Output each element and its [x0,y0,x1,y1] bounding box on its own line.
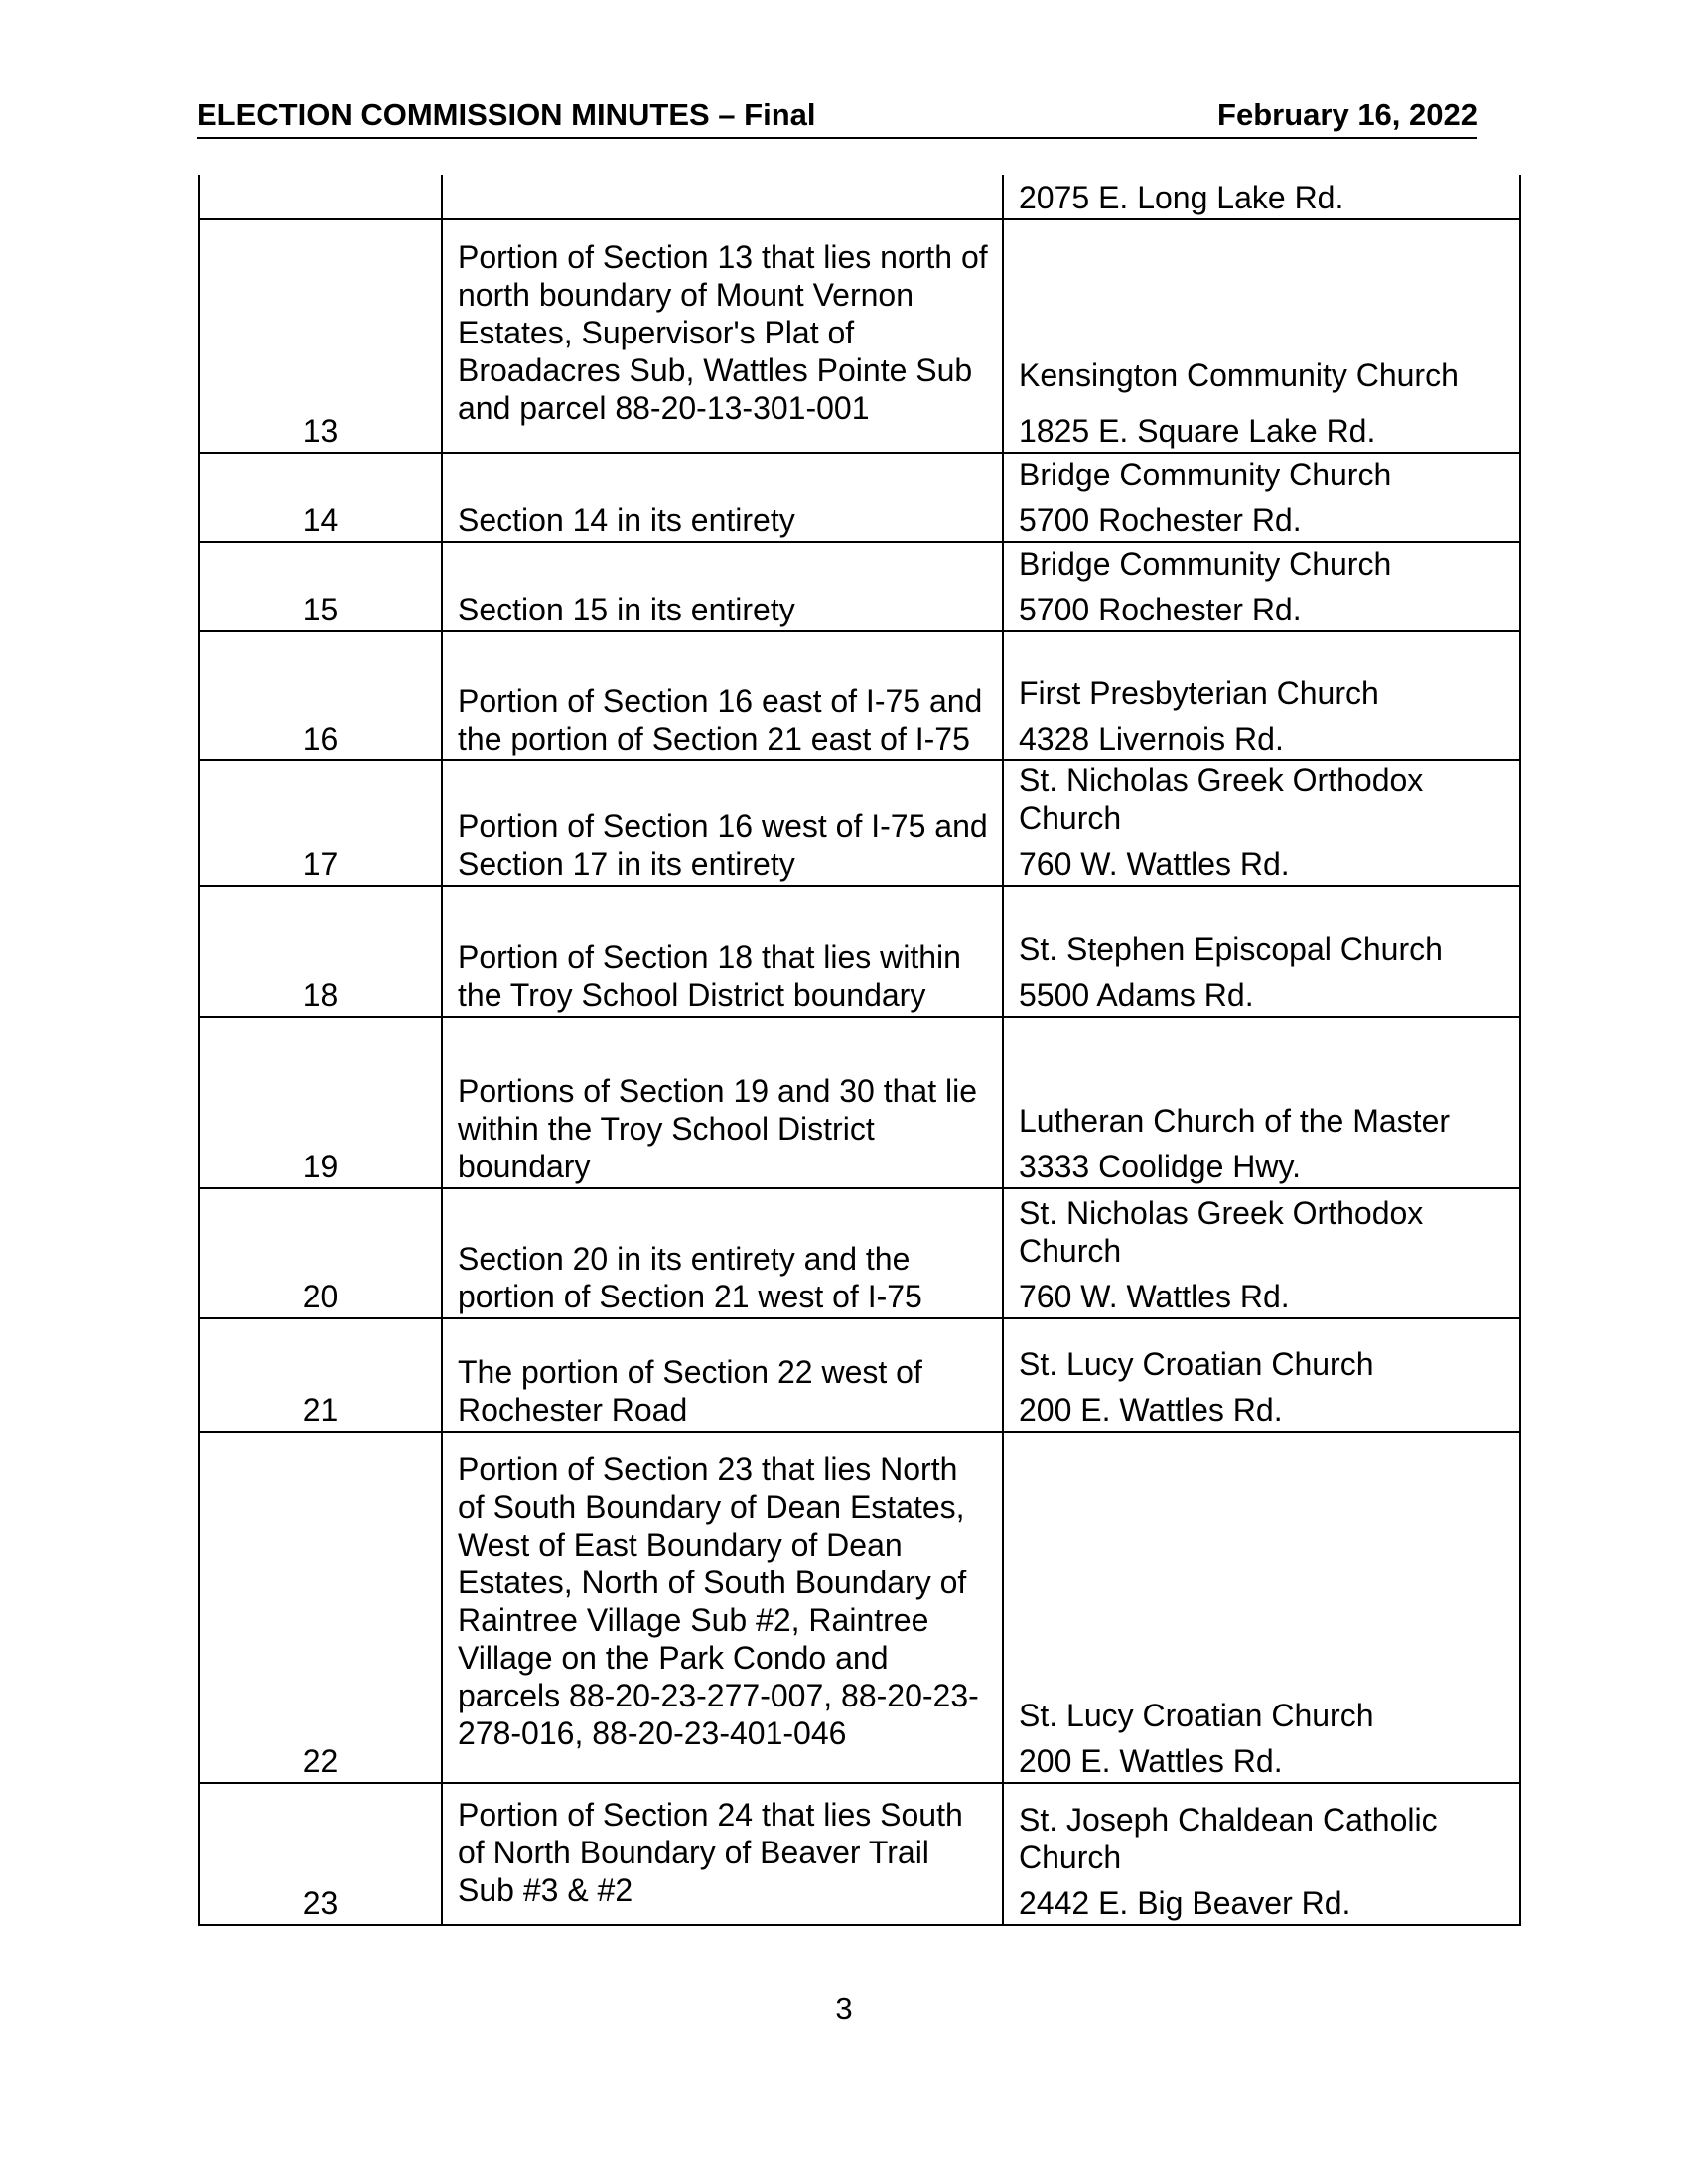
description-text: Portion of Section 23 that lies North of South Boundary of Dean Estates, West of East Boundary of Dean Estates, North of South Boundary of Raintree Village Sub #2, Raintree Village on the Park Condo and parcels 88-20-23-277-007, 88-20-23-278-016, 88-20-23-401-046 [458,1451,979,1751]
document-title: ELECTION COMMISSION MINUTES – Final [197,97,816,132]
table-row [199,453,1520,542]
precinct-number: 20 [199,1188,442,1318]
precinct-number: 14 [199,453,442,542]
polling-location [1003,1017,1520,1188]
precinct-number: 19 [199,1017,442,1188]
location-address: 200 E. Wattles Rd. [1019,1743,1283,1779]
location-name: First Presbyterian Church [1019,675,1379,711]
page-header [197,97,1477,139]
polling-location [1003,631,1520,760]
location-address: 200 E. Wattles Rd. [1019,1392,1283,1428]
location-name: St. Lucy Croatian Church [1019,1698,1374,1733]
polling-location [1003,1783,1520,1925]
location-address: 760 W. Wattles Rd. [1019,1279,1290,1314]
location-address: 5700 Rochester Rd. [1019,592,1302,627]
precinct-number: 22 [199,1432,442,1783]
location-name: St. Stephen Episcopal Church [1019,931,1443,967]
precinct-number: 15 [199,542,442,631]
meeting-date: February 16, 2022 [1217,97,1477,132]
polling-location [1003,453,1520,542]
precinct-number: 13 [199,219,442,453]
polling-location [1003,542,1520,631]
polling-location [1003,760,1520,886]
table-row [199,760,1520,886]
precinct-description [442,219,1003,453]
table-row [199,631,1520,760]
table-row [199,1783,1520,1925]
location-address: 2075 E. Long Lake Rd. [1019,180,1344,215]
precinct-number: 21 [199,1318,442,1432]
precinct-description: Portion of Section 16 west of I-75 and Section 17 in its entirety [442,760,1003,886]
location-name: Bridge Community Church [1019,457,1392,492]
precinct-number: 16 [199,631,442,760]
precinct-description: The portion of Section 22 west of Rochester Road [442,1318,1003,1432]
location-name: St. Nicholas Greek Orthodox Church [1019,1195,1424,1269]
table-row [199,219,1520,453]
precinct-description [442,175,1003,219]
location-name: St. Nicholas Greek Orthodox Church [1019,762,1424,836]
location-address: 5700 Rochester Rd. [1019,502,1302,538]
location-name: St. Lucy Croatian Church [1019,1346,1374,1382]
page-number: 3 [835,1991,853,2026]
polling-location [1003,1318,1520,1432]
location-name: Kensington Community Church [1019,357,1459,393]
description-text: Portion of Section 24 that lies South of North Boundary of Beaver Trail Sub #3 & #2 [458,1797,963,1908]
location-name: St. Joseph Chaldean Catholic Church [1019,1802,1438,1875]
precinct-description: Section 14 in its entirety [442,453,1003,542]
table-row [199,1017,1520,1188]
location-address: 760 W. Wattles Rd. [1019,846,1290,882]
polling-location [1003,1432,1520,1783]
precinct-table [198,175,1521,1926]
table-row [199,1188,1520,1318]
precinct-description: Portion of Section 18 that lies within the Troy School District boundary [442,886,1003,1017]
location-address: 2442 E. Big Beaver Rd. [1019,1885,1351,1921]
polling-location [1003,219,1520,453]
table-row [199,1318,1520,1432]
location-address: 1825 E. Square Lake Rd. [1019,413,1376,449]
location-address: 4328 Livernois Rd. [1019,721,1284,756]
precinct-description: Portion of Section 16 east of I-75 and the portion of Section 21 east of I-75 [442,631,1003,760]
precinct-description: Portions of Section 19 and 30 that lie within the Troy School District boundary [442,1017,1003,1188]
precinct-description [442,1432,1003,1783]
description-text: Portion of Section 13 that lies north of north boundary of Mount Vernon Estates, Supervisor's Plat of Broadacres Sub, Wattles Pointe Sub and parcel 88-20-13-301-001 [458,239,988,426]
precinct-number: 17 [199,760,442,886]
table-row [199,542,1520,631]
location-address: 3333 Coolidge Hwy. [1019,1149,1302,1184]
precinct-description: Section 20 in its entirety and the portion of Section 21 west of I-75 [442,1188,1003,1318]
precinct-number [199,175,442,219]
location-name: Bridge Community Church [1019,546,1392,582]
polling-location [1003,1188,1520,1318]
location-address: 5500 Adams Rd. [1019,977,1254,1013]
precinct-description [442,1783,1003,1925]
precinct-number: 23 [199,1783,442,1925]
table-row [199,175,1520,219]
location-name: Lutheran Church of the Master [1019,1103,1451,1139]
table-row [199,1432,1520,1783]
precinct-number: 18 [199,886,442,1017]
table-row [199,886,1520,1017]
polling-location [1003,886,1520,1017]
precinct-description: Section 15 in its entirety [442,542,1003,631]
polling-location [1003,175,1520,219]
